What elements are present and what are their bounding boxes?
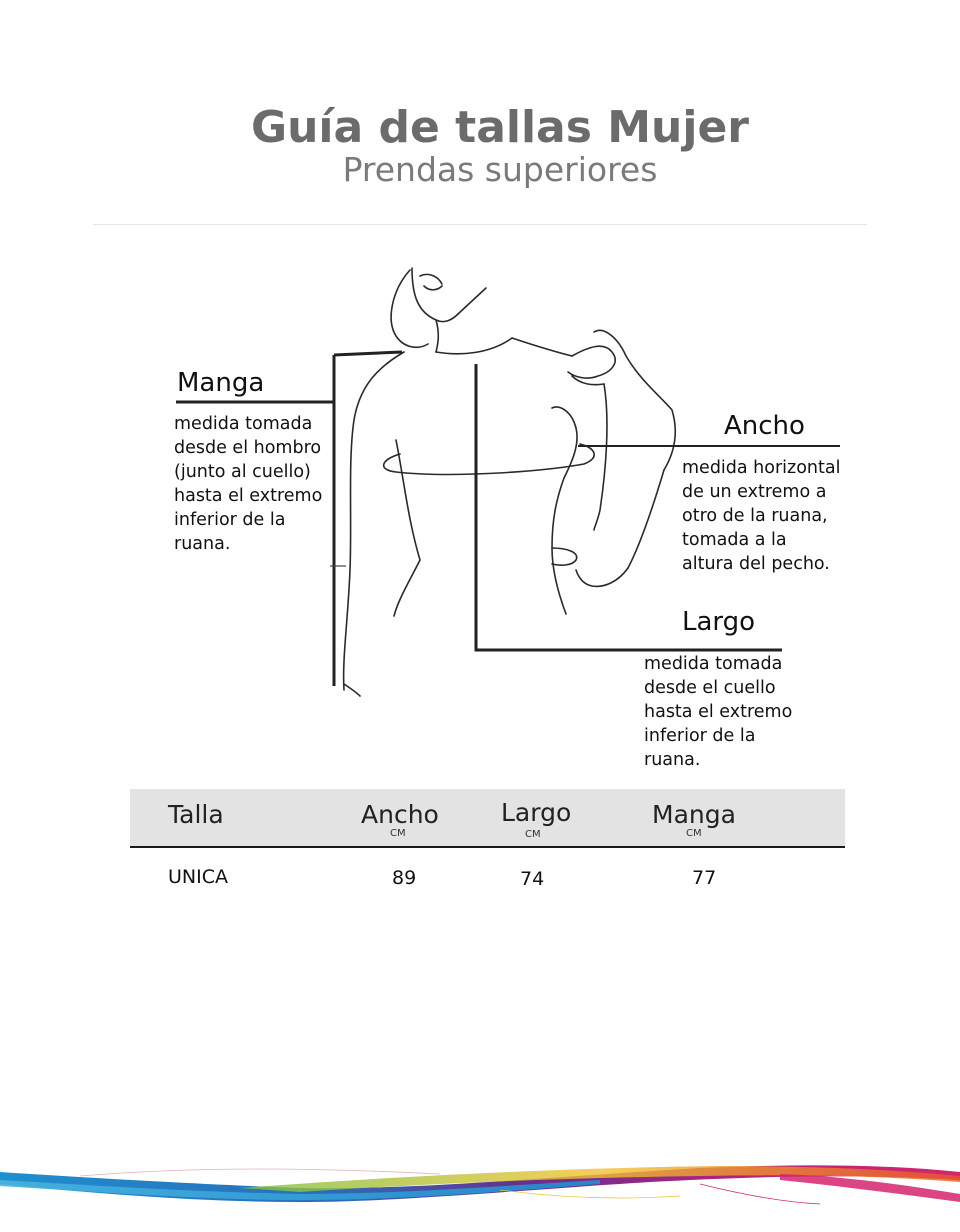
- manga-description: medida tomada desde el hombro (junto al cuello) hasta el extremo inferior de la ruana.: [174, 414, 323, 554]
- size-table-divider: [130, 846, 845, 848]
- unit-largo: CM: [525, 829, 541, 840]
- header-largo: Largo: [501, 798, 572, 827]
- largo-description: medida tomada desde el cuello hasta el extremo inferior de la ruana.: [644, 654, 793, 770]
- header-ancho: Ancho: [361, 800, 439, 829]
- ancho-description: medida horizontal de un extremo a otro de la ruana, tomada a la altura del pecho.: [682, 458, 841, 574]
- header-talla: Talla: [168, 800, 224, 829]
- row-largo: 74: [520, 868, 545, 890]
- size-table-header: [130, 789, 845, 846]
- page-subtitle: Prendas superiores: [342, 150, 658, 189]
- row-manga: 77: [692, 867, 717, 889]
- manga-label: Manga: [177, 368, 265, 398]
- largo-label: Largo: [682, 607, 756, 637]
- footer-wave-decoration: [0, 1150, 960, 1232]
- page-title: Guía de tallas Mujer: [250, 102, 749, 153]
- unit-manga: CM: [686, 828, 702, 839]
- row-talla: UNICA: [168, 866, 228, 888]
- unit-ancho: CM: [390, 828, 406, 839]
- ancho-label: Ancho: [724, 411, 805, 441]
- row-ancho: 89: [392, 867, 417, 889]
- header-manga: Manga: [652, 800, 736, 829]
